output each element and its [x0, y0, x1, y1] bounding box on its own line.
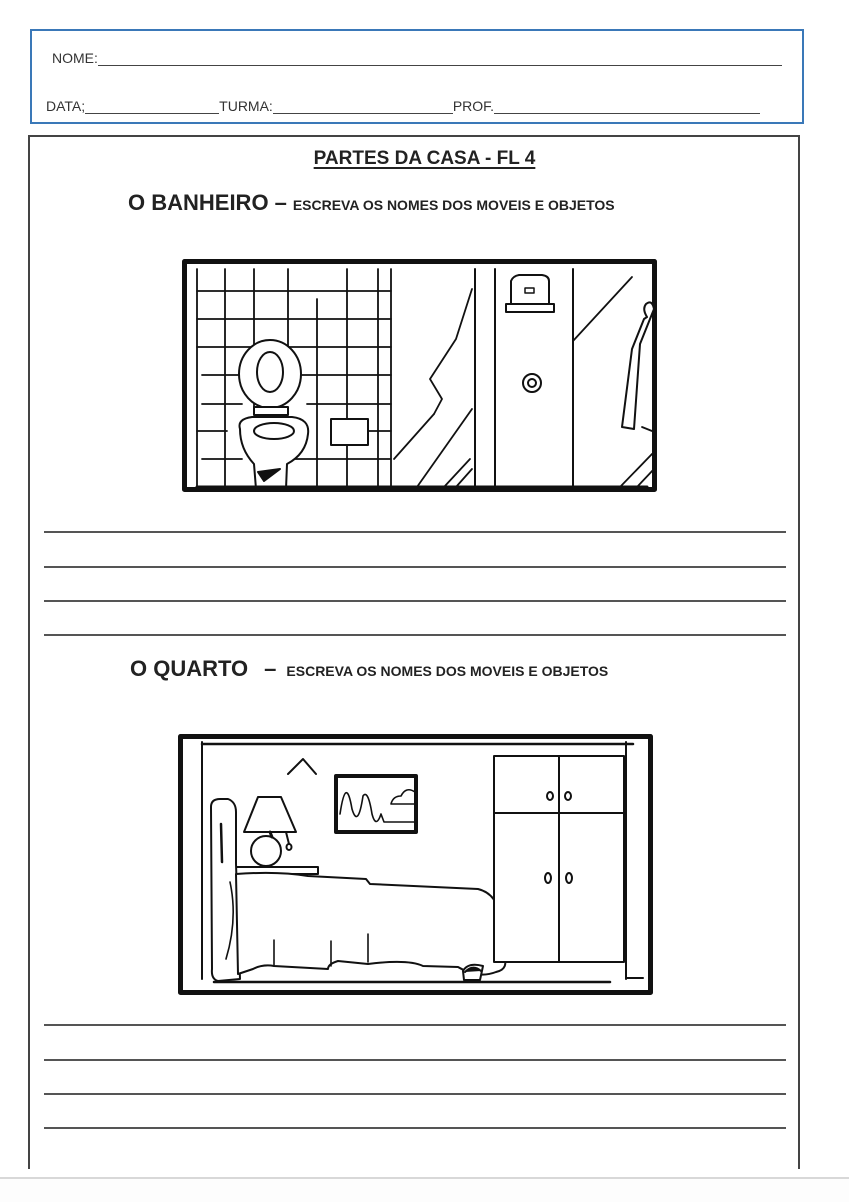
bedroom-heading: O QUARTO – ESCREVA OS NOMES DOS MOVEIS E OBJETOS: [130, 656, 609, 681]
teacher-field[interactable]: [494, 99, 760, 114]
bedroom-illustration: [178, 734, 654, 996]
answer-line[interactable]: [44, 531, 786, 533]
class-field[interactable]: [273, 99, 453, 114]
bathroom-heading: O BANHEIRO – ESCREVA OS NOMES DOS MOVEIS E OBJETOS: [128, 190, 615, 215]
paper-edge: [0, 1177, 849, 1202]
teacher-label: PROF.: [452, 98, 495, 114]
answer-line[interactable]: [44, 566, 786, 568]
answer-line[interactable]: [44, 1059, 786, 1061]
answer-line[interactable]: [44, 1127, 786, 1129]
name-label: NOME:: [52, 50, 98, 66]
bathroom-illustration: [182, 259, 658, 493]
name-row: [52, 50, 782, 66]
answer-line[interactable]: [44, 1093, 786, 1095]
answer-line[interactable]: [44, 634, 786, 636]
class-label: TURMA:: [219, 98, 273, 114]
answer-line[interactable]: [44, 1024, 786, 1026]
name-field[interactable]: [98, 51, 782, 66]
info-row: [46, 98, 760, 114]
date-field[interactable]: [85, 99, 219, 114]
date-label: DATA;: [46, 98, 86, 114]
answer-line[interactable]: [44, 600, 786, 602]
worksheet-title: PARTES DA CASA - FL 4: [313, 148, 536, 169]
